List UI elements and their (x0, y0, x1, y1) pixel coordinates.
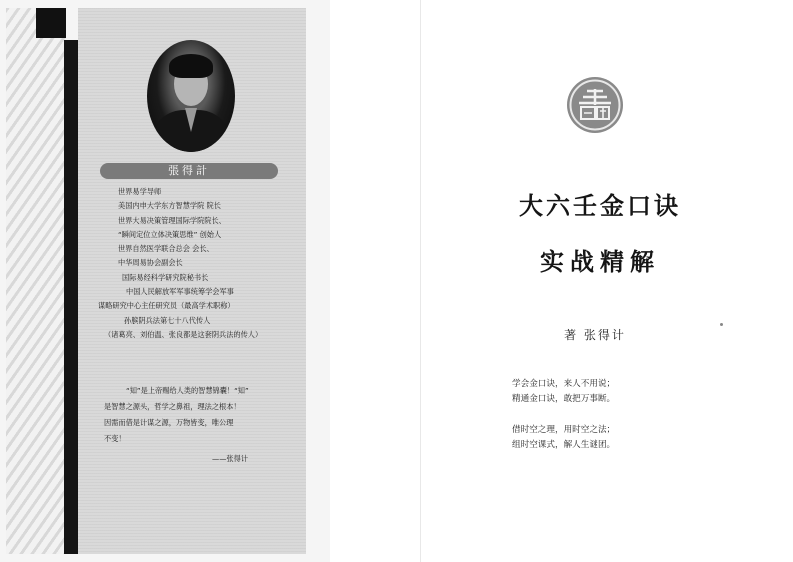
verse-line: 借时空之理，用时空之法； (512, 425, 616, 435)
quote-line: 是智慧之源头，哲学之鼻祖，理法之根本！ (104, 402, 241, 411)
seal-emblem-icon (565, 75, 625, 135)
author-name-banner: 張得計 (100, 163, 278, 179)
author-line: 著 张得计 (564, 328, 626, 342)
black-vertical-bar (64, 40, 78, 554)
verse-line: 学会金口诀，来人不用说； (512, 379, 616, 389)
portrait-hair (169, 54, 213, 78)
credential-line: 美国内申大学东方智慧学院 院长 (118, 201, 221, 211)
verse-block-2 (512, 423, 692, 453)
quote-line: 不变！ (104, 434, 126, 443)
author-portrait (147, 40, 235, 152)
quote-line: 因需而借是计谋之源，万物皆变，唯公理 (104, 418, 234, 427)
credential-line: 世界大易决策管理国际学院院长、 (118, 215, 226, 225)
author-quote (104, 383, 304, 447)
dark-corner-block (36, 8, 66, 38)
credential-line: 谋略研究中心主任研究员（最高学术职称） (98, 301, 235, 311)
scan-speck (720, 323, 723, 326)
credential-line: 中华周易协会副会长 (118, 258, 183, 268)
verse-line: 组时空课式，解人生谜团。 (512, 440, 616, 450)
verse-block-1 (512, 377, 692, 407)
quote-line: “知”是上帝赐给人类的智慧锦囊！“知” (126, 386, 249, 395)
page-gutter (420, 0, 421, 562)
book-title: 大六壬金口诀 (519, 191, 681, 220)
verse-line: 精通金口诀，敢把万事断。 (512, 394, 616, 404)
credential-line: “瞬间定位立体决策思维” 创始人 (118, 229, 222, 239)
credential-line: 世界自然医学联合总会 会长、 (118, 244, 214, 254)
credential-line: 世界易学导师 (118, 187, 162, 196)
credentials-list (90, 185, 305, 342)
credential-line: （诸葛亮、刘伯温、张良都是这套阴兵法的传人） (104, 329, 263, 339)
credential-line: 孙膑阴兵法第七十八代传人 (124, 315, 211, 325)
hatched-spine (6, 8, 66, 554)
credential-line: 国际易经科学研究院秘书长 (122, 272, 209, 282)
quote-attribution: ——张得计 (212, 454, 248, 463)
credential-line: 中国人民解放军军事统筹学会军事 (126, 287, 234, 297)
book-subtitle: 实战精解 (540, 247, 660, 276)
